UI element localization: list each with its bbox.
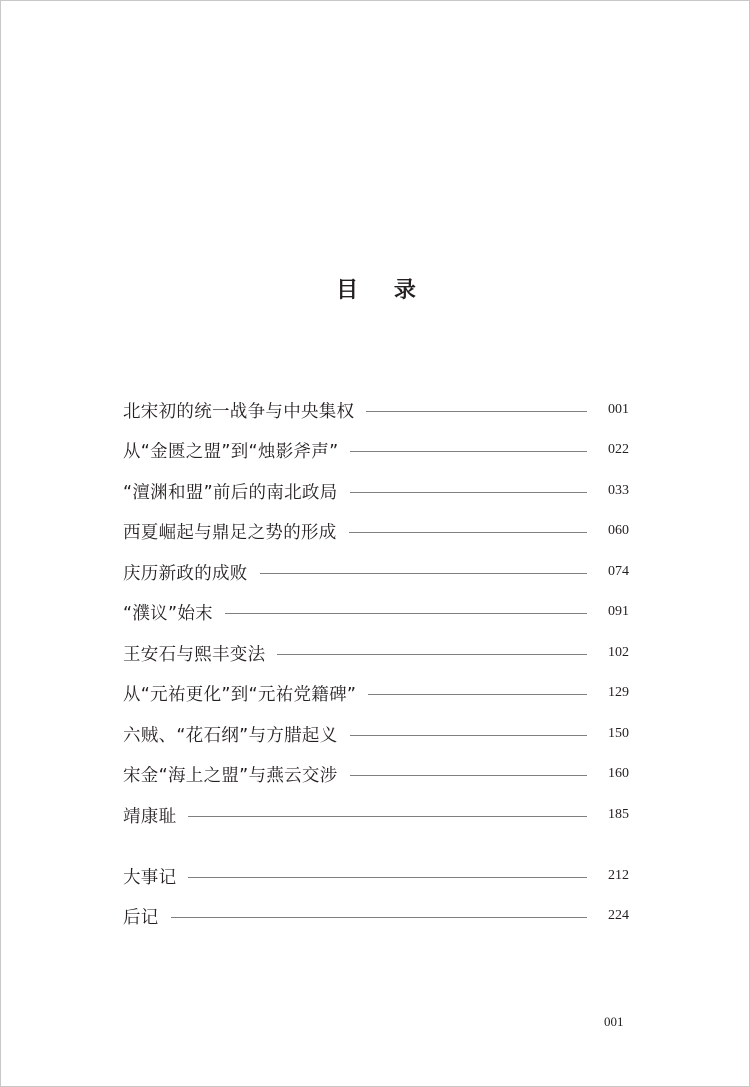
leader-line bbox=[188, 816, 587, 817]
toc-entry[interactable] bbox=[123, 760, 629, 788]
leader-line bbox=[350, 492, 587, 493]
toc-entry-title: 从“金匮之盟”到“烛影斧声” bbox=[123, 441, 339, 462]
toc-entry-title: 王安石与熙丰变法 bbox=[123, 644, 266, 665]
toc-entry[interactable] bbox=[123, 598, 629, 626]
toc-entry-page: 022 bbox=[608, 442, 629, 457]
toc-entry-title: 北宋初的统一战争与中央集权 bbox=[123, 401, 355, 422]
toc-entry[interactable] bbox=[123, 396, 629, 424]
toc-entry-page: 150 bbox=[608, 726, 629, 741]
toc-entry-title: 宋金“海上之盟”与燕云交涉 bbox=[123, 765, 338, 786]
toc-entry-page: 091 bbox=[608, 604, 629, 619]
toc-entry-page: 102 bbox=[608, 645, 629, 660]
page-number: 001 bbox=[604, 1014, 624, 1029]
toc-entry[interactable] bbox=[123, 679, 629, 707]
toc-entry-title: “澶渊和盟”前后的南北政局 bbox=[123, 482, 338, 503]
toc-entry-title: 六贼、“花石纲”与方腊起义 bbox=[123, 725, 338, 746]
leader-line bbox=[225, 613, 587, 614]
leader-line bbox=[368, 694, 587, 695]
leader-line bbox=[349, 532, 587, 533]
toc-entry[interactable] bbox=[123, 801, 629, 829]
toc-entry-afterword[interactable] bbox=[123, 902, 629, 930]
toc-entry[interactable] bbox=[123, 639, 629, 667]
toc-entry-page: 074 bbox=[608, 564, 629, 579]
toc-entry-page: 129 bbox=[608, 685, 629, 700]
leader-line bbox=[350, 735, 587, 736]
toc-entry[interactable] bbox=[123, 477, 629, 505]
leader-line bbox=[188, 877, 587, 878]
toc-entry-page: 185 bbox=[608, 807, 629, 822]
toc-entry-page: 212 bbox=[608, 868, 629, 883]
toc-entry-title: 后记 bbox=[123, 907, 159, 928]
leader-line bbox=[366, 411, 587, 412]
toc-entry-title: 大事记 bbox=[123, 867, 177, 888]
toc-entry-title: “濮议”始末 bbox=[123, 603, 213, 624]
toc-entry[interactable] bbox=[123, 517, 629, 545]
toc-entry-page: 033 bbox=[608, 483, 629, 498]
toc-entry[interactable] bbox=[123, 720, 629, 748]
toc-entry-title: 从“元祐更化”到“元祐党籍碑” bbox=[123, 684, 357, 705]
leader-line bbox=[277, 654, 587, 655]
toc-entry[interactable] bbox=[123, 558, 629, 586]
toc-entry-title: 西夏崛起与鼎足之势的形成 bbox=[123, 522, 337, 543]
toc-title: 目 录 bbox=[336, 277, 430, 303]
toc-entry-page: 001 bbox=[608, 402, 629, 417]
toc-entry-title: 靖康耻 bbox=[123, 806, 177, 827]
toc-entry-page: 160 bbox=[608, 766, 629, 781]
toc-entry[interactable] bbox=[123, 436, 629, 464]
leader-line bbox=[350, 775, 587, 776]
toc-entry-page: 060 bbox=[608, 523, 629, 538]
leader-line bbox=[350, 451, 587, 452]
toc-entry-title: 庆历新政的成败 bbox=[123, 563, 248, 584]
toc-entry-page: 224 bbox=[608, 908, 629, 923]
leader-line bbox=[171, 917, 587, 918]
leader-line bbox=[260, 573, 587, 574]
toc-entry-chronology[interactable] bbox=[123, 862, 629, 890]
